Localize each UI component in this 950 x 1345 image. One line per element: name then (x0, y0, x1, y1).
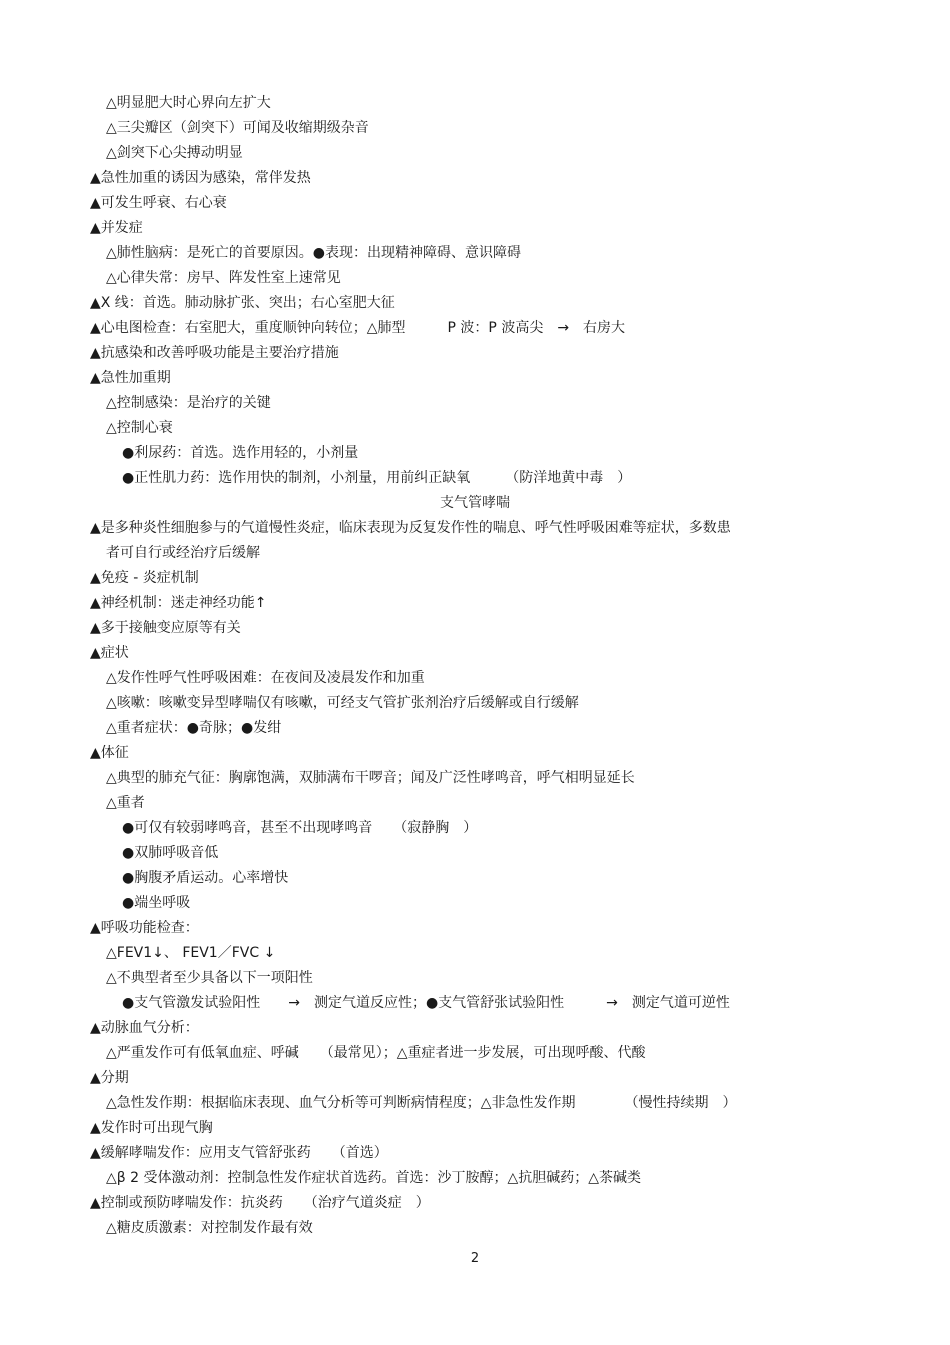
text-line: ▲分期 (90, 1070, 129, 1086)
text-line: ●胸腹矛盾运动。心率增快 (122, 870, 289, 886)
text-line: ▲并发症 (90, 220, 143, 236)
text-line: △急性发作期：根据临床表现、血气分析等可判断病情程度；△非急性发作期 （慢性持续期 ） (106, 1095, 737, 1111)
text-line: △典型的肺充气征：胸廓饱满，双肺满布干啰音；闻及广泛性哮鸣音，呼气相明显延长 (106, 770, 635, 786)
text-line: ●可仅有较弱哮鸣音，甚至不出现哮鸣音 （寂静胸 ） (122, 820, 478, 836)
text-line: ▲控制或预防哮喘发作：抗炎药 （治疗气道炎症 ） (90, 1195, 430, 1211)
text-line: ▲呼吸功能检查： (90, 920, 199, 936)
text-line: △明显肥大时心界向左扩大 (106, 95, 271, 111)
text-line: ▲发作时可出现气胸 (90, 1120, 213, 1136)
text-line: ▲心电图检查：右室肥大，重度顺钟向转位；△肺型 P 波：P 波高尖 → 右房大 (90, 320, 626, 336)
text-line: △重者症状：●奇脉；●发绀 (106, 720, 282, 736)
text-line: ●支气管激发试验阳性 → 测定气道反应性；●支气管舒张试验阳性 → 测定气道可逆性 (122, 995, 730, 1011)
text-line: △控制感染：是治疗的关键 (106, 395, 271, 411)
text-line: ▲急性加重期 (90, 370, 171, 386)
text-line: △咳嗽：咳嗽变异型哮喘仅有咳嗽，可经支气管扩张剂治疗后缓解或自行缓解 (106, 695, 579, 711)
text-line: ▲X 线：首选。肺动脉扩张、突出；右心室肥大征 (90, 295, 395, 311)
text-line: △重者 (106, 795, 145, 811)
text-line: ▲缓解哮喘发作：应用支气管舒张药 （首选） (90, 1145, 388, 1161)
section-title: 支气管哮喘 (440, 495, 510, 511)
text-line: ▲可发生呼衰、右心衰 (90, 195, 227, 211)
text-line: ▲动脉血气分析： (90, 1020, 199, 1036)
text-line: ▲急性加重的诱因为感染，常伴发热 (90, 170, 311, 186)
text-line: △肺性脑病：是死亡的首要原因。●表现：出现精神障碍、意识障碍 (106, 245, 521, 261)
text-line: △严重发作可有低氧血症、呼碱 （最常见）；△重症者进一步发展，可出现呼酸、代酸 (106, 1045, 646, 1061)
text-line: ●双肺呼吸音低 (122, 845, 219, 861)
text-line: ●端坐呼吸 (122, 895, 191, 911)
text-line: △β 2 受体激动剂：控制急性发作症状首选药。首选：沙丁胺醇；△抗胆碱药；△茶碱类 (106, 1170, 642, 1186)
text-line: △控制心衰 (106, 420, 173, 436)
text-line: ▲神经机制：迷走神经功能↑ (90, 595, 267, 611)
text-line: △心律失常：房早、阵发性室上速常见 (106, 270, 341, 286)
text-line: ▲是多种炎性细胞参与的气道慢性炎症，临床表现为反复发作性的喘息、呼气性呼吸困难等症状，多数患 (90, 520, 731, 536)
text-line: ▲多于接触变应原等有关 (90, 620, 241, 636)
text-line: △不典型者至少具备以下一项阳性 (106, 970, 313, 986)
text-line: ▲症状 (90, 645, 129, 661)
text-line: ▲免疫 - 炎症机制 (90, 570, 199, 586)
text-line: ▲体征 (90, 745, 129, 761)
text-line: △剑突下心尖搏动明显 (106, 145, 243, 161)
text-line: △糖皮质激素：对控制发作最有效 (106, 1220, 313, 1236)
text-line: ▲抗感染和改善呼吸功能是主要治疗措施 (90, 345, 339, 361)
text-line: △FEV1↓、 FEV1／FVC ↓ (106, 945, 276, 961)
text-line: 者可自行或经治疗后缓解 (106, 545, 260, 561)
text-line: △三尖瓣区（剑突下）可闻及收缩期级杂音 (106, 120, 369, 136)
text-line: ●正性肌力药：选作用快的制剂，小剂量，用前纠正缺氧 （防洋地黄中毒 ） (122, 470, 632, 486)
text-line: △发作性呼气性呼吸困难：在夜间及凌晨发作和加重 (106, 670, 425, 686)
page-number: 2 (470, 1251, 480, 1266)
text-line: ●利尿药：首选。选作用轻的，小剂量 (122, 445, 359, 461)
